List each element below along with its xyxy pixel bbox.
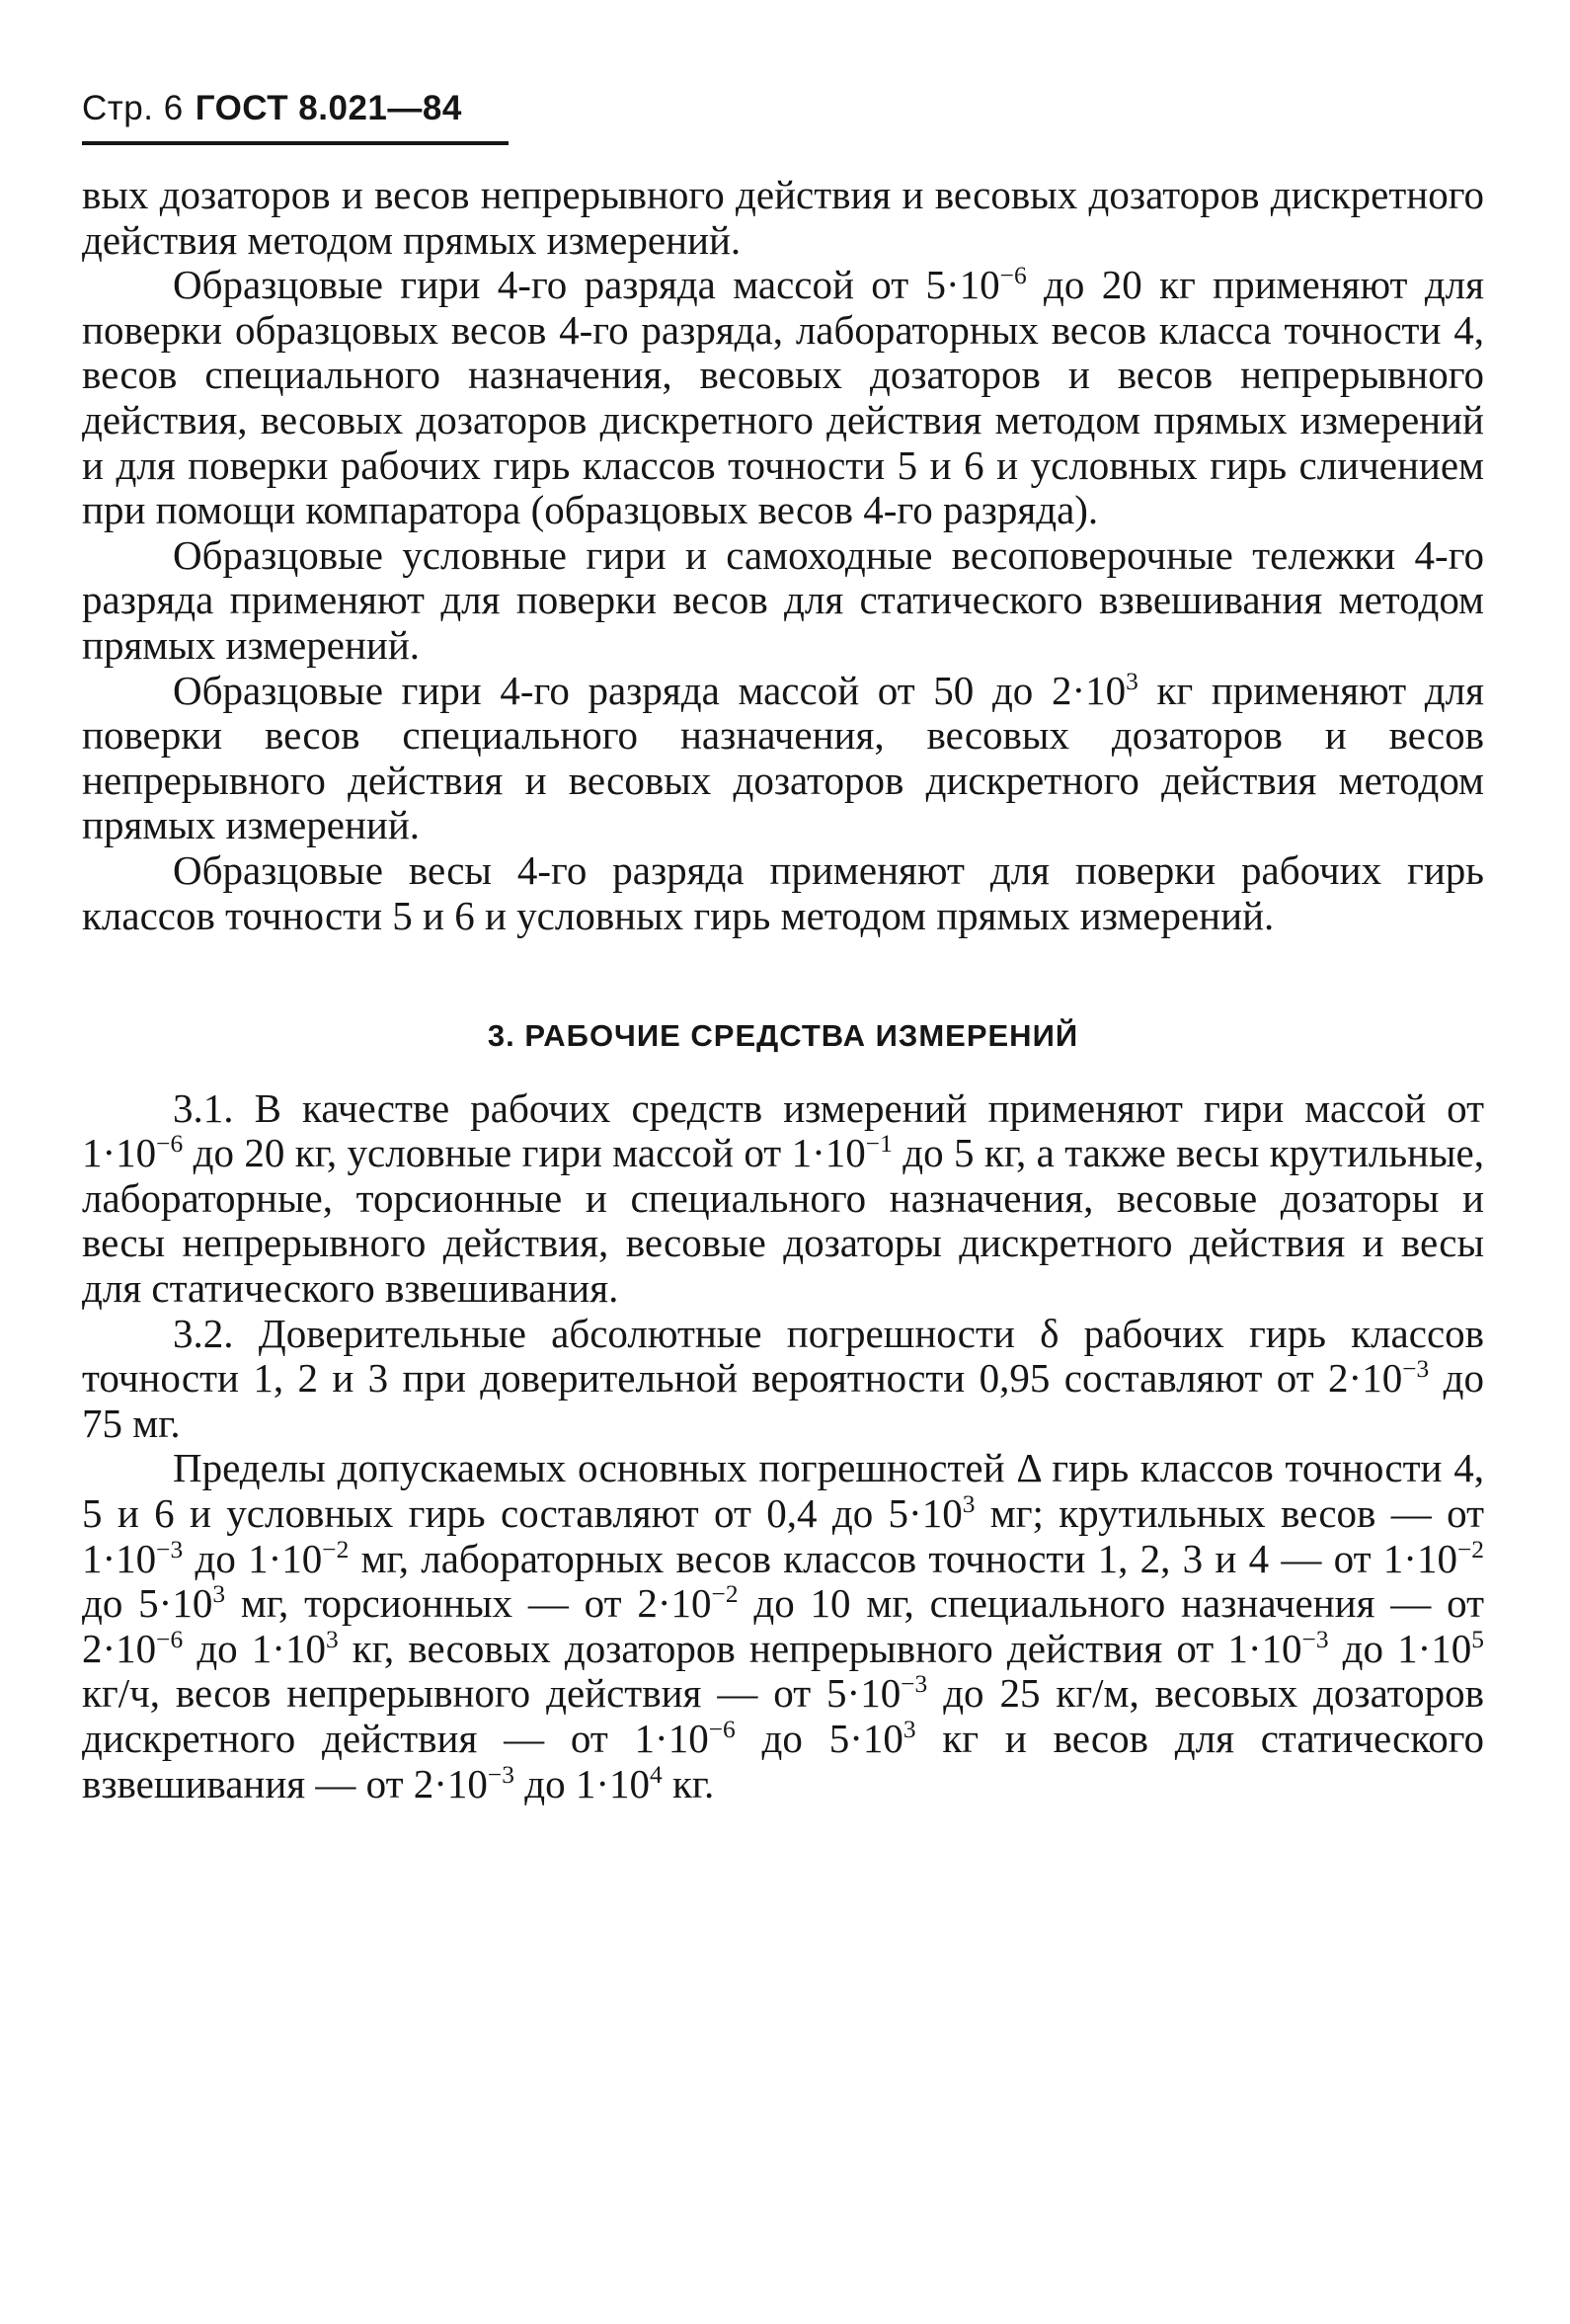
paragraph: Образцовые гири 4-го разряда массой от 50 до $2\cdot 10^3$ кг применяют для поверки весов специального назначения, весовых дозаторов и весов непрерывного действия и весовых дозаторов дискретного действия методом прямых измерений. <box>82 667 1484 848</box>
page-header <box>82 89 462 128</box>
paragraph: Образцовые весы 4-го разряда применяют для поверки рабочих гирь классов точности 5 и 6 и условных гирь методом прямых измерений. <box>82 846 1484 938</box>
section-title: 3. РАБОЧИЕ СРЕДСТВА ИЗМЕРЕНИЙ <box>487 1018 1079 1054</box>
body-text <box>82 173 1484 1806</box>
page-number: Стр. 6 <box>82 89 184 127</box>
header-rule <box>82 141 509 145</box>
standard-designation: ГОСТ 8.021—84 <box>195 89 462 127</box>
paragraph-continuation: вых дозаторов и весов непрерывного действия и весовых дозаторов дискретного действия методом прямых измерений. <box>82 172 1484 263</box>
clause-3-1: 3.1. В качестве рабочих средств измерений применяют гири массой от $1\cdot 10^{-6}$ до 20 кг, условные гири массой от $1\cdot 10^{-1}$ до 5 кг, а также весы крутильные, лабораторные, торсионные и специального назначения, весовые дозаторы и весы непрерывного действия, весовые дозаторы дискретного действия и весы для статического взвешивания. <box>82 1084 1484 1312</box>
clause-3-2: 3.2. Доверительные абсолютные погрешности δ рабочих гирь классов точности 1, 2 и 3 при доверительной вероятности 0,95 составляют от $2\cdot 10^{-3}$ до 75 мг. <box>82 1310 1484 1446</box>
paragraph: Пределы допускаемых основных погрешностей Δ гирь классов точности 4, 5 и 6 и условных гирь составляют от 0,4 до $5\cdot 10^3$ мг; крутильных весов — от $1\cdot 10^{-3}$ до $1\cdot 10^{-2}$ мг, лабораторных весов классов точности 1, 2, 3 и 4 — от $1\cdot 10^{-2}$ до $5\cdot 10^3$ мг, торсионных — от $2\cdot 10^{-2}$ до 10 мг, специального назначения — от $2\cdot 10^{-6}$ до $1\cdot 10^3$ кг, весовых дозаторов непрерывного действия от $1\cdot 10^{-3}$ до $1\cdot 10^5$ кг/ч, весов непрерывного действия — от $5\cdot 10^{-3}$ до 25 кг/м, весовых дозаторов дискретного действия — от $1\cdot 10^{-6}$ до $5\cdot 10^3$ кг и весов для статического взвешивания — от $2\cdot 10^{-3}$ до $1\cdot 10^4$ кг. <box>82 1445 1485 1806</box>
paragraph: Образцовые гири 4-го разряда массой от $5\cdot 10^{-6}$ до 20 кг применяют для поверки образцовых весов 4-го разряда, лабораторных весов класса точности 4, весов специального назначения, весовых дозаторов и весов непрерывного действия, весовых дозаторов дискретного действия методом прямых измерений и для поверки рабочих гирь классов точности 5 и 6 и условных гирь сличением при помощи компаратора (образцовых весов 4-го разряда). <box>82 261 1484 533</box>
paragraph: Образцовые условные гири и самоходные весоповерочные тележки 4-го разряда применяют для поверки весов для статического взвешивания методом прямых измерений. <box>82 531 1484 668</box>
